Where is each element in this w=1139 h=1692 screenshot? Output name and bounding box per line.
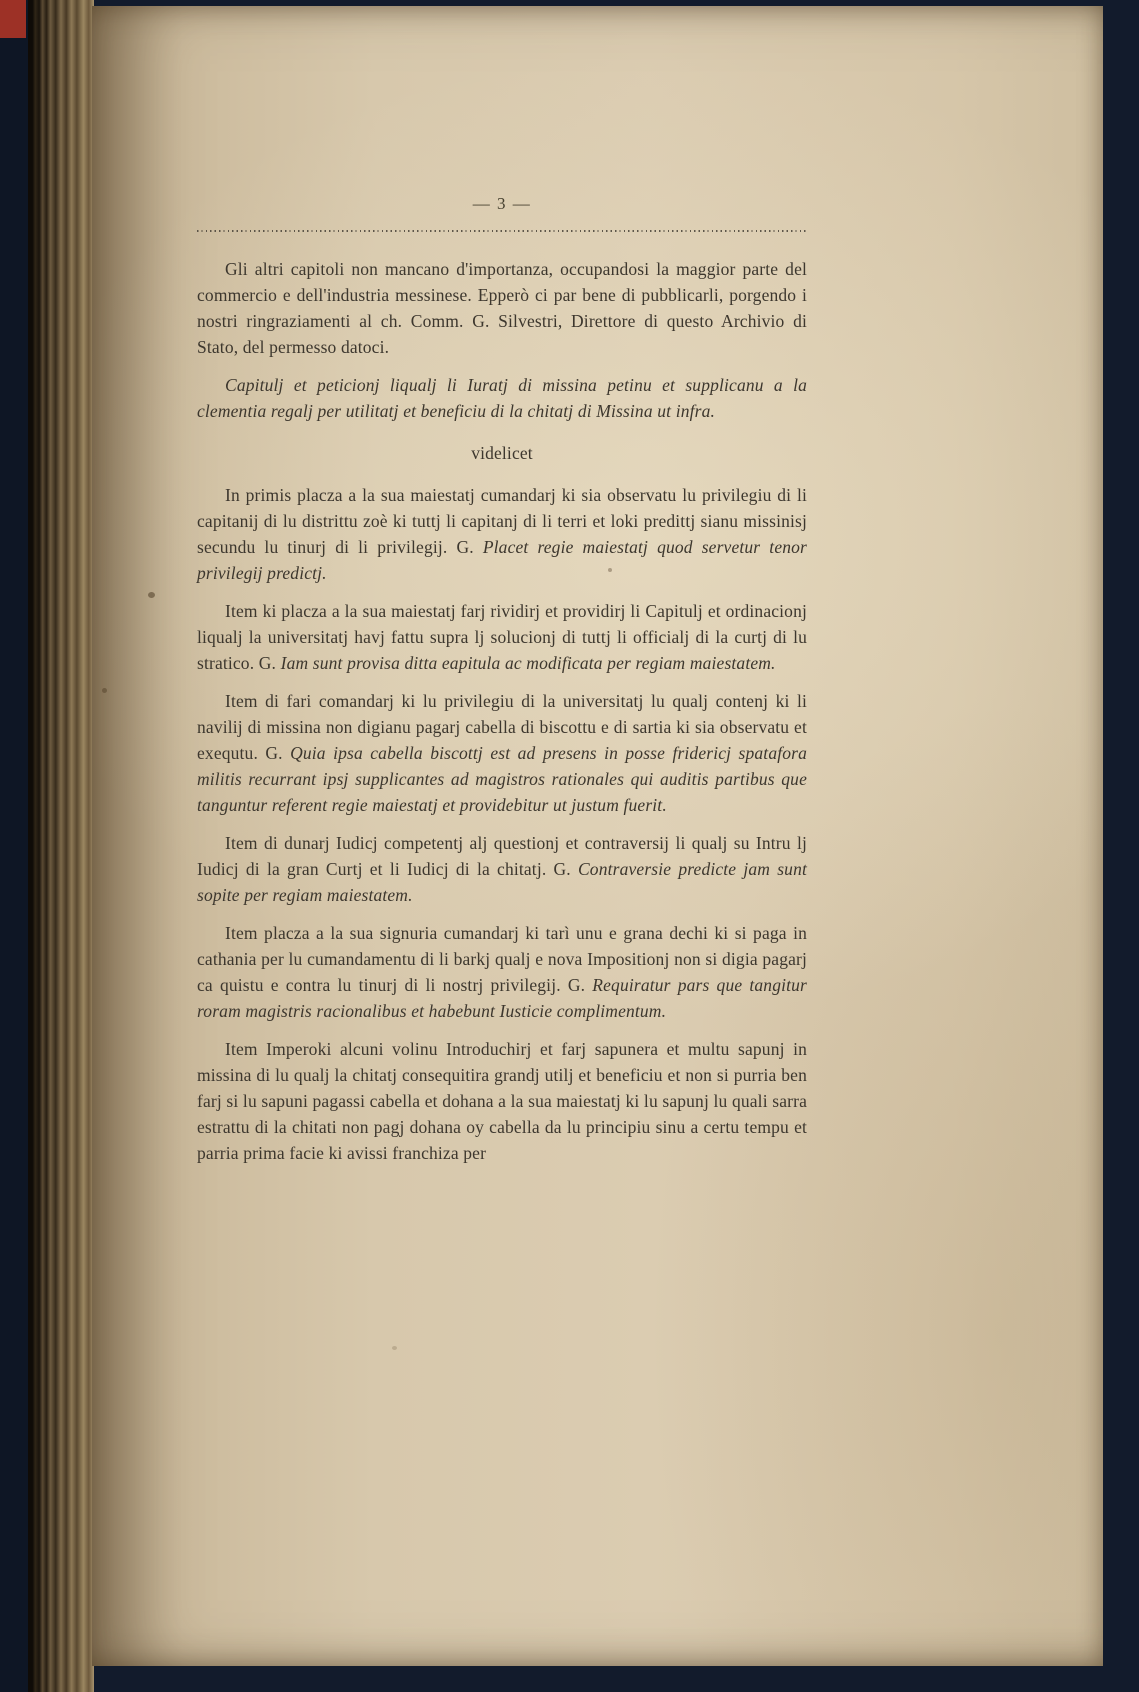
- paper-speck: [148, 592, 155, 598]
- paragraph-intro: [197, 256, 807, 360]
- book-page: [92, 6, 1103, 1666]
- paragraph-text-italic: Capitulj et peticionj liqualj li Iuratj di missina petinu et supplicanu a la clementia regalj per utilitatj et beneficiu di la chitatj di Missina ut infra.: [197, 375, 807, 421]
- paragraph-text: In primis placza a la sua maiestatj cumandarj ki sia observatu lu privilegiu di li capitanij di lu distrittu zoè ki tuttj li capitanj di li terri et loki predittj sianu missinisj secundu lu tinurj di li privilegij. G.: [197, 485, 807, 557]
- spine-red-detail: [0, 0, 26, 38]
- paragraph-text: Item ki placza a la sua maiestatj farj rividirj et providirj li Capitulj et ordinacionj liqualj la universitatj havj fattu supra lj solucionj di tuttj li officialj di la curtj di lu stratico. G.: [197, 601, 807, 673]
- paper-speck: [102, 688, 107, 693]
- paragraph-item-3: [197, 688, 807, 818]
- heading-text: videlicet: [471, 443, 533, 463]
- paragraph-text-italic: Requiratur pars que tangitur roram magistris racionalibus et habebunt Iusticie complimentum.: [197, 975, 807, 1021]
- paragraph-item-4: [197, 830, 807, 908]
- body-text: [197, 256, 807, 1166]
- paragraph-item-5: [197, 920, 807, 1024]
- paper-speck: [392, 1346, 397, 1350]
- paragraph-text: Item di dunarj Iudicj competentj alj questionj et contraversij li qualj su Intru lj Iudicj di la gran Curtj et li Iudicj di la chitatj. G.: [197, 833, 807, 879]
- page-number: — 3 —: [472, 194, 532, 213]
- book-page-edges: [28, 0, 94, 1692]
- paragraph-text: Item placza a la sua signuria cumandarj ki tarì unu e grana dechi ki si paga in cathania per lu cumandamentu di li barkj qualj e nova Impositionj non si digia pagarj ca quistu e contra lu tinurj di li nostrj privilegij. G.: [197, 923, 807, 995]
- paragraph-text-italic: Iam sunt provisa ditta eapitula ac modificata per regiam maiestatem.: [280, 653, 776, 673]
- paragraph-item-2: [197, 598, 807, 676]
- paragraph-item-1: [197, 482, 807, 586]
- paragraph-text: Gli altri capitoli non mancano d'importanza, occupandosi la maggior parte del commercio e dell'industria messinese. Epperò ci par bene di pubblicarli, porgendo i nostri ringraziamenti al ch. Comm. G. Silvestri, Direttore di questo Archivio di Stato, del permesso datoci.: [197, 259, 807, 357]
- text-block: [197, 6, 807, 1178]
- paragraph-text-italic: Quia ipsa cabella biscottj est ad presens in posse fridericj spatafora militis recurrant ipsj supplicantes ad magistros rationales qui auditis partibus que tanguntur referent regie maiestatj et providebitur ut justum fuerit.: [197, 743, 807, 815]
- paragraph-text-italic: Contraversie predicte jam sunt sopite per regiam maiestatem.: [197, 859, 807, 905]
- paragraph-closing: [197, 1036, 807, 1166]
- paragraph-text: Item di fari comandarj ki lu privilegiu di la universitatj lu qualj contenj ki li navilij di missina non digianu pagarj cabella di biscottu e di sartia ki sia observatu et exequtu. G.: [197, 691, 807, 763]
- videlicet-heading: [197, 440, 807, 466]
- paragraph-preamble: [197, 372, 807, 424]
- paragraph-text-italic: Placet regie maiestatj quod servetur tenor privilegij predictj.: [197, 537, 807, 583]
- paragraph-text: Item Imperoki alcuni volinu Introduchirj et farj sapunera et multu sapunj in missina di lu qualj la chitatj consequitira grandj utilj et beneficiu et non si purria ben farj si lu sapuni pagassi cabella et dohana a la sua maiestatj ki lu sapunj lu quali sarra estrattu di la chitati non pagj dohana oy cabella da lu principiu sinu a certu tempu et parria prima facie ki avissi franchiza per: [197, 1039, 807, 1163]
- dotted-rule: [197, 230, 807, 232]
